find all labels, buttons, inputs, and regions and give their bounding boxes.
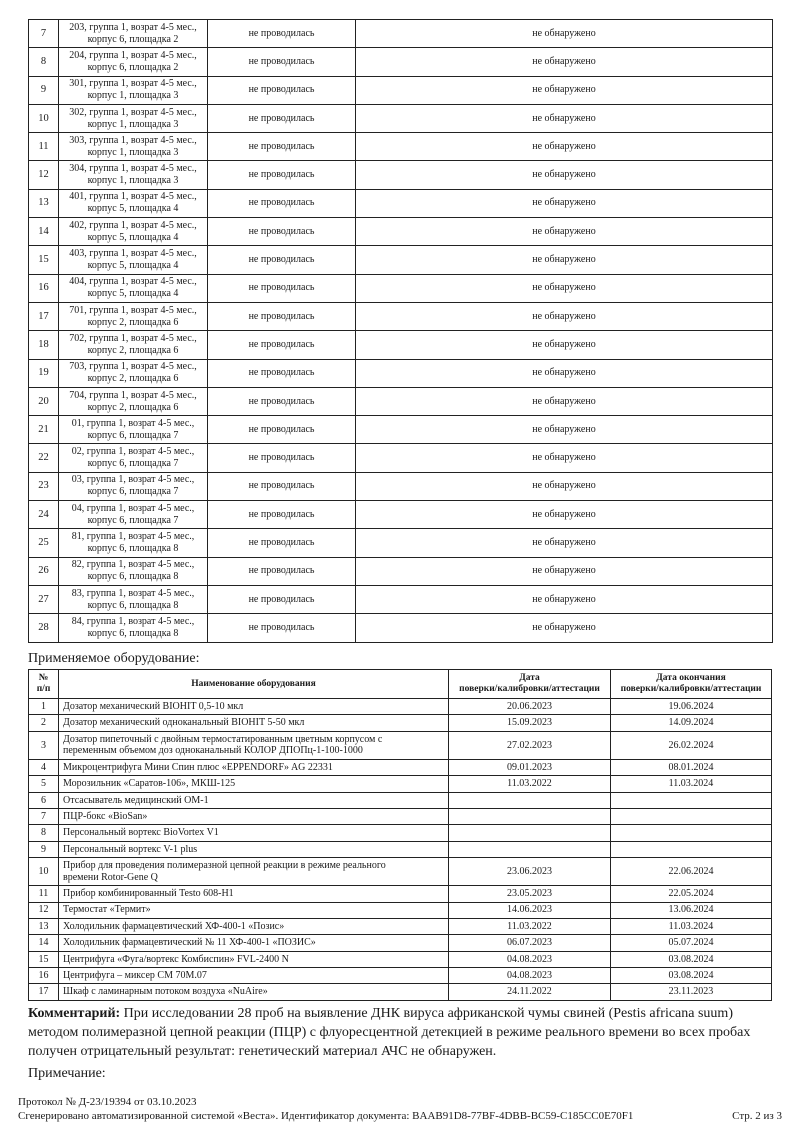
sample-description: 404, группа 1, возрат 4-5 мес., корпус 5, площадка 4 [59, 274, 208, 302]
equipment-date-end: 14.09.2024 [611, 715, 772, 731]
equipment-date-start: 06.07.2023 [449, 935, 611, 951]
sample-num: 20 [29, 387, 59, 415]
sample-row [29, 416, 773, 444]
sample-status: не проводилась [208, 359, 356, 387]
equipment-name: Термостат «Термит» [59, 902, 449, 918]
generated-by-text: Сгенерировано автоматизированной системой «Веста». Идентификатор документа: BAAB91D8-77BF-4DBB-BC59-C185CC0E70F1 [18, 1110, 634, 1122]
sample-num: 16 [29, 274, 59, 302]
equipment-row [29, 918, 772, 934]
equipment-date-start: 23.05.2023 [449, 886, 611, 902]
sample-status: не проводилась [208, 189, 356, 217]
equipment-name: Микроцентрифуга Мини Спин плюс «EPPENDORF» AG 22331 [59, 759, 449, 775]
sample-row [29, 133, 773, 161]
sample-result: не обнаружено [356, 189, 773, 217]
sample-description: 82, группа 1, возрат 4-5 мес., корпус 6, площадка 8 [59, 557, 208, 585]
sample-description: 83, группа 1, возрат 4-5 мес., корпус 6, площадка 8 [59, 585, 208, 613]
sample-status: не проводилась [208, 387, 356, 415]
equipment-date-end: 22.05.2024 [611, 886, 772, 902]
sample-status: не проводилась [208, 161, 356, 189]
equipment-row [29, 984, 772, 1000]
sample-row [29, 472, 773, 500]
sample-num: 23 [29, 472, 59, 500]
sample-result: не обнаружено [356, 133, 773, 161]
sample-num: 14 [29, 218, 59, 246]
sample-row [29, 302, 773, 330]
sample-num: 17 [29, 302, 59, 330]
equipment-num: 9 [29, 841, 59, 857]
samples-table [28, 19, 773, 643]
equipment-row [29, 968, 772, 984]
equipment-num: 5 [29, 776, 59, 792]
header-date-end: Дата окончания поверки/калибровки/аттестации [611, 670, 772, 699]
sample-row [29, 104, 773, 132]
sample-row [29, 76, 773, 104]
sample-row [29, 161, 773, 189]
sample-num: 24 [29, 501, 59, 529]
sample-status: не проводилась [208, 331, 356, 359]
equipment-row [29, 808, 772, 824]
equipment-num: 12 [29, 902, 59, 918]
sample-num: 21 [29, 416, 59, 444]
equipment-date-start: 11.03.2022 [449, 918, 611, 934]
equipment-num: 11 [29, 886, 59, 902]
equipment-date-end: 03.08.2024 [611, 951, 772, 967]
sample-result: не обнаружено [356, 104, 773, 132]
equipment-row [29, 825, 772, 841]
sample-description: 01, группа 1, возрат 4-5 мес., корпус 6, площадка 7 [59, 416, 208, 444]
equipment-date-end: 08.01.2024 [611, 759, 772, 775]
sample-num: 28 [29, 614, 59, 642]
sample-row [29, 557, 773, 585]
equipment-name: ПЦР-бокс «BioSan» [59, 808, 449, 824]
equipment-num: 7 [29, 808, 59, 824]
sample-description: 401, группа 1, возрат 4-5 мес., корпус 5, площадка 4 [59, 189, 208, 217]
sample-result: не обнаружено [356, 302, 773, 330]
equipment-header-row [29, 670, 772, 699]
comment-paragraph [28, 1004, 778, 1061]
equipment-date-end: 22.06.2024 [611, 858, 772, 886]
sample-description: 03, группа 1, возрат 4-5 мес., корпус 6, площадка 7 [59, 472, 208, 500]
sample-result: не обнаружено [356, 20, 773, 48]
sample-status: не проводилась [208, 444, 356, 472]
sample-num: 15 [29, 246, 59, 274]
sample-row [29, 48, 773, 76]
sample-status: не проводилась [208, 416, 356, 444]
equipment-num: 2 [29, 715, 59, 731]
equipment-date-end: 13.06.2024 [611, 902, 772, 918]
equipment-date-end [611, 792, 772, 808]
equipment-num: 16 [29, 968, 59, 984]
equipment-name: Дозатор пипеточный с двойным термостатированным цветным корпусом с переменным объемом доз одноканальный КОЛОР ДПОПц-1-100-1000 [59, 731, 449, 759]
sample-row [29, 218, 773, 246]
equipment-num: 15 [29, 951, 59, 967]
sample-num: 22 [29, 444, 59, 472]
sample-row [29, 20, 773, 48]
sample-status: не проводилась [208, 246, 356, 274]
header-num: № п/п [29, 670, 59, 699]
sample-row [29, 585, 773, 613]
equipment-name: Морозильник «Саратов-106», МКШ-125 [59, 776, 449, 792]
equipment-date-end: 11.03.2024 [611, 918, 772, 934]
equipment-date-end: 05.07.2024 [611, 935, 772, 951]
sample-result: не обнаружено [356, 501, 773, 529]
equipment-date-start [449, 808, 611, 824]
sample-status: не проводилась [208, 20, 356, 48]
sample-num: 12 [29, 161, 59, 189]
sample-status: не проводилась [208, 472, 356, 500]
note-label: Примечание: [28, 1066, 106, 1081]
equipment-date-end: 19.06.2024 [611, 699, 772, 715]
sample-status: не проводилась [208, 614, 356, 642]
sample-description: 81, группа 1, возрат 4-5 мес., корпус 6, площадка 8 [59, 529, 208, 557]
equipment-num: 14 [29, 935, 59, 951]
sample-num: 25 [29, 529, 59, 557]
sample-status: не проводилась [208, 585, 356, 613]
equipment-row [29, 951, 772, 967]
sample-description: 403, группа 1, возрат 4-5 мес., корпус 5, площадка 4 [59, 246, 208, 274]
comment-label: Комментарий: [28, 1006, 121, 1021]
equipment-date-start: 09.01.2023 [449, 759, 611, 775]
equipment-name: Шкаф с ламинарным потоком воздуха «NuAire» [59, 984, 449, 1000]
sample-num: 19 [29, 359, 59, 387]
equipment-date-end: 11.03.2024 [611, 776, 772, 792]
equipment-date-end [611, 841, 772, 857]
sample-result: не обнаружено [356, 387, 773, 415]
sample-row [29, 529, 773, 557]
equipment-num: 10 [29, 858, 59, 886]
sample-description: 402, группа 1, возрат 4-5 мес., корпус 5, площадка 4 [59, 218, 208, 246]
equipment-row [29, 886, 772, 902]
sample-row [29, 614, 773, 642]
equipment-date-start: 24.11.2022 [449, 984, 611, 1000]
equipment-table [28, 669, 772, 1001]
sample-result: не обнаружено [356, 331, 773, 359]
equipment-num: 6 [29, 792, 59, 808]
sample-row [29, 274, 773, 302]
sample-result: не обнаружено [356, 557, 773, 585]
equipment-row [29, 731, 772, 759]
equipment-date-end: 23.11.2023 [611, 984, 772, 1000]
equipment-num: 8 [29, 825, 59, 841]
sample-row [29, 331, 773, 359]
equipment-num: 3 [29, 731, 59, 759]
equipment-date-end: 03.08.2024 [611, 968, 772, 984]
header-date-start: Дата поверки/калибровки/аттестации [449, 670, 611, 699]
equipment-row [29, 902, 772, 918]
sample-status: не проводилась [208, 274, 356, 302]
equipment-name: Центрифуга – миксер СМ 70М.07 [59, 968, 449, 984]
sample-result: не обнаружено [356, 614, 773, 642]
sample-description: 04, группа 1, возрат 4-5 мес., корпус 6, площадка 7 [59, 501, 208, 529]
protocol-number: Протокол № Д-23/19394 от 03.10.2023 [18, 1096, 197, 1108]
equipment-name: Персональный вортекс V-1 plus [59, 841, 449, 857]
sample-result: не обнаружено [356, 218, 773, 246]
equipment-date-start [449, 792, 611, 808]
sample-row [29, 444, 773, 472]
sample-result: не обнаружено [356, 472, 773, 500]
sample-status: не проводилась [208, 48, 356, 76]
equipment-date-start [449, 841, 611, 857]
sample-status: не проводилась [208, 529, 356, 557]
sample-result: не обнаружено [356, 444, 773, 472]
sample-description: 302, группа 1, возрат 4-5 мес., корпус 1, площадка 3 [59, 104, 208, 132]
sample-status: не проводилась [208, 104, 356, 132]
equipment-date-end [611, 825, 772, 841]
equipment-date-start: 27.02.2023 [449, 731, 611, 759]
sample-result: не обнаружено [356, 48, 773, 76]
sample-description: 703, группа 1, возрат 4-5 мес., корпус 2, площадка 6 [59, 359, 208, 387]
sample-num: 13 [29, 189, 59, 217]
sample-description: 304, группа 1, возрат 4-5 мес., корпус 1, площадка 3 [59, 161, 208, 189]
sample-description: 303, группа 1, возрат 4-5 мес., корпус 1, площадка 3 [59, 133, 208, 161]
sample-result: не обнаружено [356, 246, 773, 274]
sample-description: 203, группа 1, возрат 4-5 мес., корпус 6, площадка 2 [59, 20, 208, 48]
sample-num: 26 [29, 557, 59, 585]
sample-result: не обнаружено [356, 274, 773, 302]
equipment-name: Прибор для проведения полимеразной цепной реакции в режиме реального времени Rotor-Gene Q [59, 858, 449, 886]
sample-status: не проводилась [208, 302, 356, 330]
sample-num: 27 [29, 585, 59, 613]
sample-status: не проводилась [208, 557, 356, 585]
equipment-row [29, 715, 772, 731]
sample-num: 10 [29, 104, 59, 132]
equipment-date-start: 15.09.2023 [449, 715, 611, 731]
equipment-name: Дозатор механический BIOHIT 0,5-10 мкл [59, 699, 449, 715]
sample-result: не обнаружено [356, 585, 773, 613]
sample-status: не проводилась [208, 218, 356, 246]
equipment-row [29, 792, 772, 808]
sample-row [29, 387, 773, 415]
equipment-name: Холодильник фармацевтический № 11 ХФ-400-1 «ПОЗИС» [59, 935, 449, 951]
equipment-date-start: 04.08.2023 [449, 968, 611, 984]
equipment-num: 17 [29, 984, 59, 1000]
sample-row [29, 246, 773, 274]
sample-num: 11 [29, 133, 59, 161]
sample-row [29, 189, 773, 217]
equipment-section-title: Применяемое оборудование: [28, 651, 200, 666]
equipment-date-end: 26.02.2024 [611, 731, 772, 759]
sample-description: 02, группа 1, возрат 4-5 мес., корпус 6, площадка 7 [59, 444, 208, 472]
equipment-date-start: 14.06.2023 [449, 902, 611, 918]
equipment-date-start [449, 825, 611, 841]
equipment-row [29, 699, 772, 715]
equipment-row [29, 935, 772, 951]
equipment-date-start: 04.08.2023 [449, 951, 611, 967]
sample-result: не обнаружено [356, 529, 773, 557]
sample-description: 701, группа 1, возрат 4-5 мес., корпус 2, площадка 6 [59, 302, 208, 330]
sample-description: 704, группа 1, возрат 4-5 мес., корпус 2, площадка 6 [59, 387, 208, 415]
sample-description: 204, группа 1, возрат 4-5 мес., корпус 6, площадка 2 [59, 48, 208, 76]
sample-row [29, 501, 773, 529]
sample-description: 301, группа 1, возрат 4-5 мес., корпус 1, площадка 3 [59, 76, 208, 104]
equipment-date-start: 20.06.2023 [449, 699, 611, 715]
equipment-num: 4 [29, 759, 59, 775]
equipment-row [29, 841, 772, 857]
equipment-name: Холодильник фармацевтический ХФ-400-1 «Позис» [59, 918, 449, 934]
equipment-num: 1 [29, 699, 59, 715]
sample-result: не обнаружено [356, 76, 773, 104]
page-number: Стр. 2 из 3 [732, 1110, 782, 1122]
sample-row [29, 359, 773, 387]
sample-result: не обнаружено [356, 416, 773, 444]
equipment-date-start: 11.03.2022 [449, 776, 611, 792]
sample-status: не проводилась [208, 133, 356, 161]
equipment-date-start: 23.06.2023 [449, 858, 611, 886]
equipment-row [29, 776, 772, 792]
header-name: Наименование оборудования [59, 670, 449, 699]
sample-status: не проводилась [208, 501, 356, 529]
equipment-name: Персональный вортекс BioVortex V1 [59, 825, 449, 841]
equipment-row [29, 858, 772, 886]
sample-result: не обнаружено [356, 359, 773, 387]
sample-status: не проводилась [208, 76, 356, 104]
sample-num: 18 [29, 331, 59, 359]
equipment-date-end [611, 808, 772, 824]
equipment-num: 13 [29, 918, 59, 934]
equipment-name: Прибор комбинированный Testo 608-H1 [59, 886, 449, 902]
page-footer [18, 1095, 782, 1123]
equipment-row [29, 759, 772, 775]
sample-result: не обнаружено [356, 161, 773, 189]
sample-num: 9 [29, 76, 59, 104]
sample-description: 84, группа 1, возрат 4-5 мес., корпус 6, площадка 8 [59, 614, 208, 642]
sample-description: 702, группа 1, возрат 4-5 мес., корпус 2, площадка 6 [59, 331, 208, 359]
sample-num: 7 [29, 20, 59, 48]
sample-num: 8 [29, 48, 59, 76]
equipment-name: Центрифуга «Фуга/вортекс Комбиспин» FVL-2400 N [59, 951, 449, 967]
equipment-name: Дозатор механический одноканальный BIOHIT 5-50 мкл [59, 715, 449, 731]
comment-text: При исследовании 28 проб на выявление ДНК вируса африканской чумы свиней (Pestis africana suum) методом полимеразной цепной реакции (ПЦР) с флуоресцентной детекцией в режиме реального времени во всех пробах получен отрицательный результат: генетический материал АЧС не обнаружен. [28, 1006, 751, 1059]
equipment-name: Отсасыватель медицинский ОМ-1 [59, 792, 449, 808]
